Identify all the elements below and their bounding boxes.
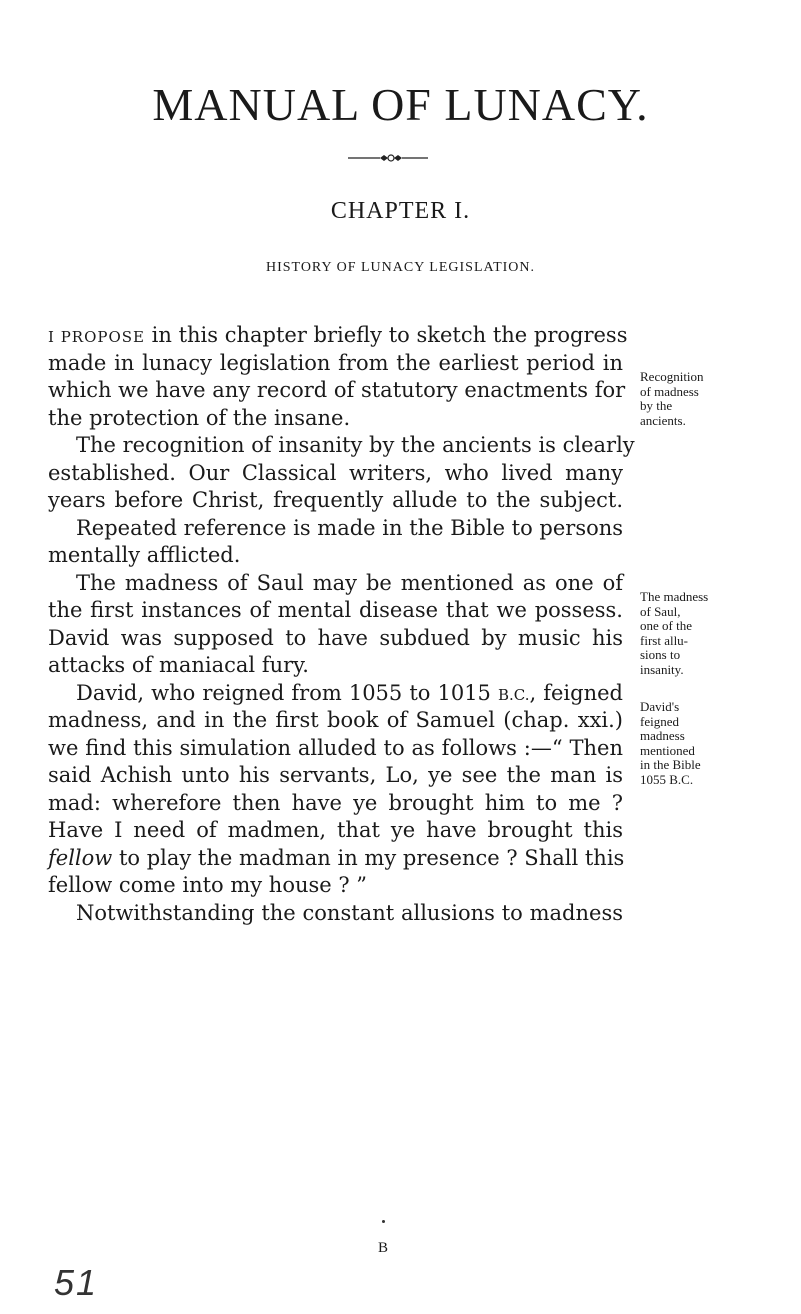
ornament-divider: [348, 152, 428, 164]
text-line: which we have any record of statutory enactments for: [48, 378, 626, 402]
text-line: the first instances of mental disease that we possess.: [48, 598, 623, 622]
margin-note-david: [640, 700, 800, 787]
body-text: [48, 322, 635, 927]
margin-note-saul: [640, 590, 800, 677]
margin-line: of madness: [640, 383, 699, 399]
book-title: MANUAL OF LUNACY.: [152, 79, 649, 130]
margin-note-recognition: [640, 370, 800, 428]
text-line: The recognition of insanity by the ancients is clearly: [76, 433, 635, 457]
line-text: David, who reigned from 1055 to 1015: [76, 680, 491, 705]
margin-line: ancients.: [640, 412, 686, 428]
text-line: David was supposed to have subdued by music his: [48, 625, 623, 650]
margin-line: of Saul,: [640, 603, 681, 619]
chapter-subtitle: HISTORY OF LUNACY LEGISLATION.: [265, 260, 536, 275]
margin-line: sions to: [640, 647, 681, 662]
era-abbreviation: B.C.: [497, 685, 530, 704]
text-line: [48, 680, 623, 708]
text-line: madness, and in the first book of Samuel (chap. xxi.): [48, 708, 623, 732]
text-line: attacks of maniacal fury.: [48, 653, 309, 677]
text-line: Have I need of madmen, that ye have brought this: [48, 818, 623, 842]
text-line: Repeated reference is made in the Bible to persons: [76, 515, 624, 540]
text-line: established. Our Classical writers, who lived many: [48, 460, 623, 485]
text-line: mad: wherefore then have ye brought him to me ?: [48, 790, 623, 815]
italic-word: fellow: [48, 845, 113, 870]
margin-line: mentioned: [640, 742, 695, 758]
signature-mark: B: [378, 1240, 389, 1256]
margin-line: first allu-: [640, 632, 689, 648]
text-line: years before Christ, frequently allude to the subject.: [48, 488, 623, 512]
margin-line: David's: [640, 699, 680, 714]
margin-line: one of the: [640, 618, 692, 633]
handwritten-page-number: 51: [54, 1262, 99, 1303]
first-word: I PROPOSE: [48, 328, 145, 346]
margin-line: Recognition: [640, 369, 704, 384]
text-line: we find this simulation alluded to as follows :—“ Then: [48, 735, 623, 760]
margin-line: feigned: [640, 713, 679, 729]
text-line: mentally afflicted.: [48, 543, 241, 567]
margin-line: insanity.: [640, 661, 684, 677]
text-line: said Achish unto his servants, Lo, ye see the man is: [48, 763, 623, 787]
line-text: , feigned: [529, 680, 623, 705]
margin-line: madness: [640, 728, 685, 743]
chapter-heading: CHAPTER I.: [330, 198, 471, 224]
line-text: to play the madman in my presence ? Shall this: [118, 845, 625, 870]
line-text: in this chapter briefly to sketch the progress: [145, 323, 628, 347]
text-line: fellow come into my house ? ”: [48, 873, 368, 897]
text-line: [48, 845, 623, 873]
margin-line: in the Bible: [640, 757, 701, 772]
margin-line: by the: [640, 398, 673, 413]
text-line: The madness of Saul may be mentioned as one of: [76, 570, 623, 595]
text-line: Notwithstanding the constant allusions to madness: [76, 900, 623, 925]
text-line: the protection of the insane.: [48, 405, 351, 430]
text-line: made in lunacy legislation from the earliest period in: [48, 350, 623, 375]
printer-dot: [382, 1220, 385, 1223]
text-line: [48, 322, 628, 350]
margin-line: The madness: [640, 589, 709, 604]
margin-line: 1055 B.C.: [640, 771, 694, 787]
